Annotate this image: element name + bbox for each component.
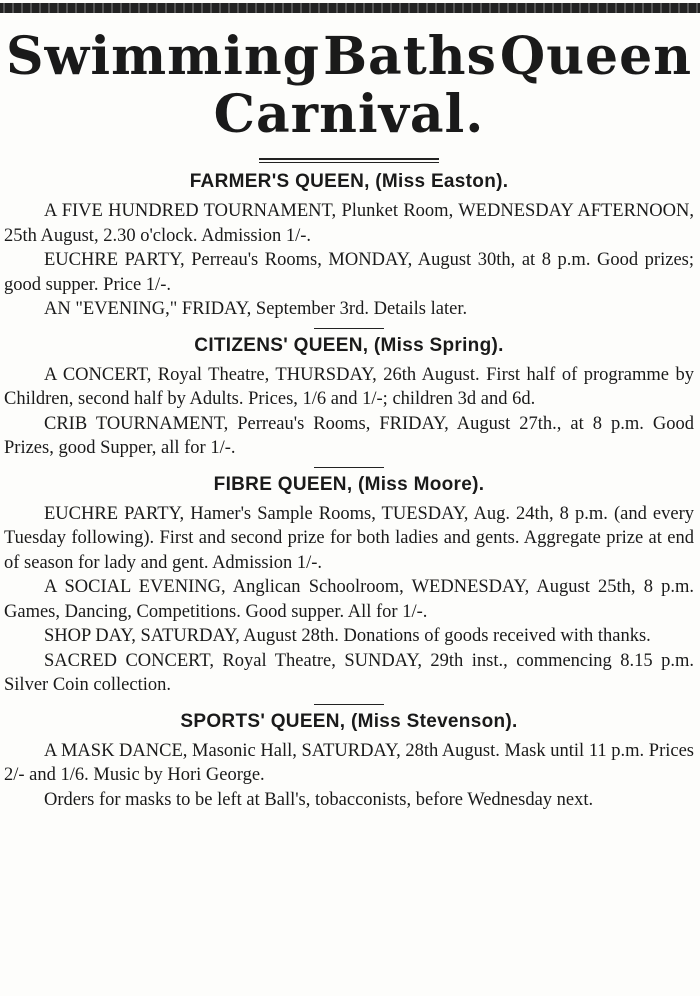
- event-paragraph: A SOCIAL EVENING, Anglican Schoolroom, WEDNESDAY, August 25th, 8 p.m. Games, Dancing, Competitions. Good supper. All for 1/-.: [4, 577, 694, 622]
- event-paragraph: CRIB TOURNAMENT, Perreau's Rooms, FRIDAY, August 27th., at 8 p.m. Good Prizes, good Supper, all for 1/-.: [4, 413, 694, 458]
- event-paragraph: Orders for masks to be left at Ball's, tobacconists, before Wednesday next.: [44, 789, 594, 810]
- headline-word: Baths: [323, 26, 497, 87]
- event-paragraph: A MASK DANCE, Masonic Hall, SATURDAY, 28th August. Mask until 11 p.m. Prices 2/- and 1/6. Music by Hori George.: [4, 740, 694, 785]
- headline: [4, 0, 694, 144]
- section-divider: [314, 704, 384, 705]
- event-paragraph: EUCHRE PARTY, Perreau's Rooms, MONDAY, August 30th, at 8 p.m. Good prizes; good supper. Price 1/-.: [4, 250, 694, 295]
- section-sports-queen: [4, 711, 694, 813]
- section-divider: [314, 467, 384, 468]
- headline-word: Swimming: [6, 26, 321, 87]
- top-border-rule: [0, 3, 700, 13]
- headline-line-2: Carnival.: [213, 84, 485, 145]
- section-citizens-queen: [4, 335, 694, 461]
- event-paragraph: EUCHRE PARTY, Hamer's Sample Rooms, TUESDAY, Aug. 24th, 8 p.m. (and every Tuesday following). First and second prize for both ladies and gents. Aggregate prize at end of season for lady and gent. Admission 1/-.: [4, 503, 694, 573]
- section-heading: CITIZENS' QUEEN, (Miss Spring).: [194, 334, 504, 356]
- headline-line-1: [4, 28, 694, 86]
- event-paragraph: A CONCERT, Royal Theatre, THURSDAY, 26th August. First half of programme by Children, second half by Adults. Prices, 1/6 and 1/-; children 3d and 6d.: [4, 364, 694, 409]
- event-paragraph: A FIVE HUNDRED TOURNAMENT, Plunket Room, WEDNESDAY AFTERNOON, 25th August, 2.30 o'clock. Admission 1/-.: [4, 201, 694, 246]
- section-fibre-queen: [4, 474, 694, 698]
- section-farmers-queen: [4, 171, 694, 322]
- section-heading: SPORTS' QUEEN, (Miss Stevenson).: [180, 710, 518, 732]
- headline-word: Queen: [499, 26, 692, 87]
- section-heading: FARMER'S QUEEN, (Miss Easton).: [189, 171, 509, 192]
- section-divider: [314, 328, 384, 329]
- event-paragraph: SHOP DAY, SATURDAY, August 28th. Donations of goods received with thanks.: [44, 626, 651, 646]
- section-heading: FIBRE QUEEN, (Miss Moore).: [213, 473, 485, 495]
- section-divider: [259, 158, 439, 163]
- event-paragraph: AN "EVENING," FRIDAY, September 3rd. Details later.: [44, 299, 468, 319]
- event-paragraph: SACRED CONCERT, Royal Theatre, SUNDAY, 29th inst., commencing 8.15 p.m. Silver Coin collection.: [4, 650, 694, 695]
